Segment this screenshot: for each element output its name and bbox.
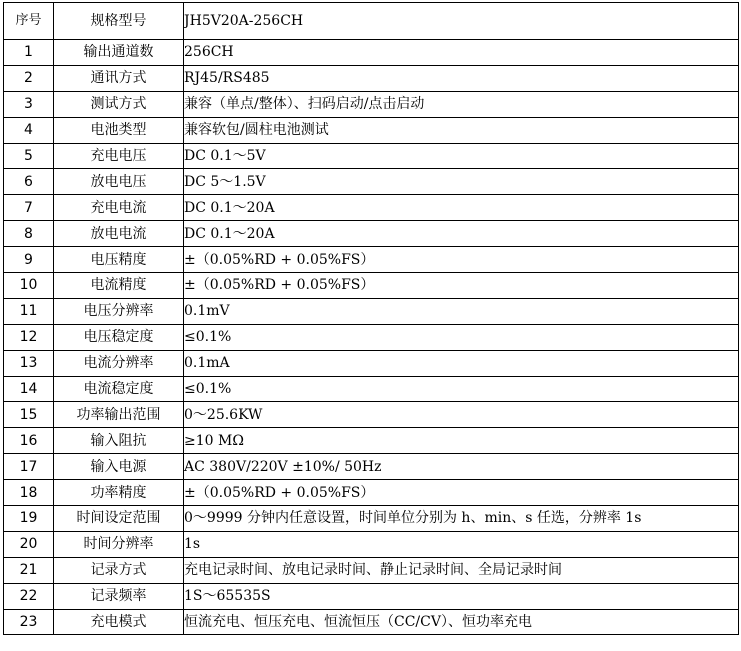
row-value-cell: ±（0.05%RD + 0.05%FS） [184,247,739,273]
spec-table-body [4,3,739,635]
table-row [4,247,739,273]
row-value-cell: DC 0.1～20A [184,195,739,221]
row-index-cell: 23 [4,609,54,635]
table-row [4,221,739,247]
row-value-cell: 恒流充电、恒压充电、恒流恒压（CC/CV）、恒功率充电 [184,609,739,635]
row-index-cell: 15 [4,402,54,428]
row-value-cell: DC 5～1.5V [184,169,739,195]
row-name-cell: 记录方式 [54,557,184,583]
row-name-cell: 电压分辨率 [54,298,184,324]
row-index-cell: 17 [4,454,54,480]
table-row [4,143,739,169]
row-value-cell: RJ45/RS485 [184,65,739,91]
row-index-cell: 2 [4,65,54,91]
row-index-cell: 10 [4,273,54,299]
table-row [4,583,739,609]
row-index-cell: 19 [4,506,54,532]
row-value-cell: 0～9999 分钟内任意设置，时间单位分别为 h、min、s 任选，分辨率 1s [184,506,739,532]
header-name-cell: 规格型号 [54,3,184,40]
table-row [4,195,739,221]
row-name-cell: 功率输出范围 [54,402,184,428]
spec-table [3,2,739,635]
table-header-row [4,3,739,40]
row-index-cell: 1 [4,40,54,66]
table-row [4,480,739,506]
row-name-cell: 放电电压 [54,169,184,195]
row-index-cell: 14 [4,376,54,402]
table-row [4,402,739,428]
row-name-cell: 记录频率 [54,583,184,609]
row-name-cell: 时间设定范围 [54,506,184,532]
row-name-cell: 电池类型 [54,117,184,143]
row-index-cell: 18 [4,480,54,506]
row-name-cell: 电压精度 [54,247,184,273]
table-row [4,169,739,195]
row-name-cell: 测试方式 [54,91,184,117]
row-name-cell: 电流精度 [54,273,184,299]
row-name-cell: 时间分辨率 [54,531,184,557]
row-value-cell: ≤0.1% [184,376,739,402]
row-index-cell: 3 [4,91,54,117]
row-name-cell: 充电电压 [54,143,184,169]
row-index-cell: 5 [4,143,54,169]
row-name-cell: 功率精度 [54,480,184,506]
table-row [4,91,739,117]
row-name-cell: 放电电流 [54,221,184,247]
table-row [4,324,739,350]
table-row [4,609,739,635]
table-row [4,65,739,91]
row-name-cell: 输入阻抗 [54,428,184,454]
row-index-cell: 20 [4,531,54,557]
table-row [4,376,739,402]
row-value-cell: 1s [184,531,739,557]
row-value-cell: 256CH [184,40,739,66]
row-index-cell: 8 [4,221,54,247]
row-name-cell: 输出通道数 [54,40,184,66]
header-model-cell: JH5V20A-256CH [184,3,739,40]
row-name-cell: 通讯方式 [54,65,184,91]
row-index-cell: 6 [4,169,54,195]
row-value-cell: ±（0.05%RD + 0.05%FS） [184,480,739,506]
row-value-cell: 充电记录时间、放电记录时间、静止记录时间、全局记录时间 [184,557,739,583]
row-value-cell: ≥10 MΩ [184,428,739,454]
row-value-cell: 兼容（单点/整体）、扫码启动/点击启动 [184,91,739,117]
row-value-cell: 0.1mV [184,298,739,324]
header-index-cell: 序号 [4,3,54,40]
table-row [4,428,739,454]
table-row [4,273,739,299]
table-row [4,557,739,583]
row-index-cell: 22 [4,583,54,609]
row-name-cell: 充电模式 [54,609,184,635]
table-row [4,506,739,532]
row-value-cell: 1S～65535S [184,583,739,609]
row-name-cell: 电流分辨率 [54,350,184,376]
row-value-cell: ≤0.1% [184,324,739,350]
row-index-cell: 9 [4,247,54,273]
table-row [4,298,739,324]
table-row [4,454,739,480]
row-value-cell: ±（0.05%RD + 0.05%FS） [184,273,739,299]
table-row [4,40,739,66]
row-index-cell: 16 [4,428,54,454]
row-name-cell: 电流稳定度 [54,376,184,402]
row-value-cell: 0～25.6KW [184,402,739,428]
row-index-cell: 13 [4,350,54,376]
table-row [4,350,739,376]
table-row [4,531,739,557]
row-name-cell: 充电电流 [54,195,184,221]
row-index-cell: 12 [4,324,54,350]
table-row [4,117,739,143]
row-value-cell: DC 0.1～20A [184,221,739,247]
row-name-cell: 输入电源 [54,454,184,480]
row-index-cell: 11 [4,298,54,324]
row-name-cell: 电压稳定度 [54,324,184,350]
row-index-cell: 4 [4,117,54,143]
row-index-cell: 7 [4,195,54,221]
row-value-cell: AC 380V/220V ±10%/ 50Hz [184,454,739,480]
row-index-cell: 21 [4,557,54,583]
row-value-cell: DC 0.1～5V [184,143,739,169]
row-value-cell: 0.1mA [184,350,739,376]
row-value-cell: 兼容软包/圆柱电池测试 [184,117,739,143]
